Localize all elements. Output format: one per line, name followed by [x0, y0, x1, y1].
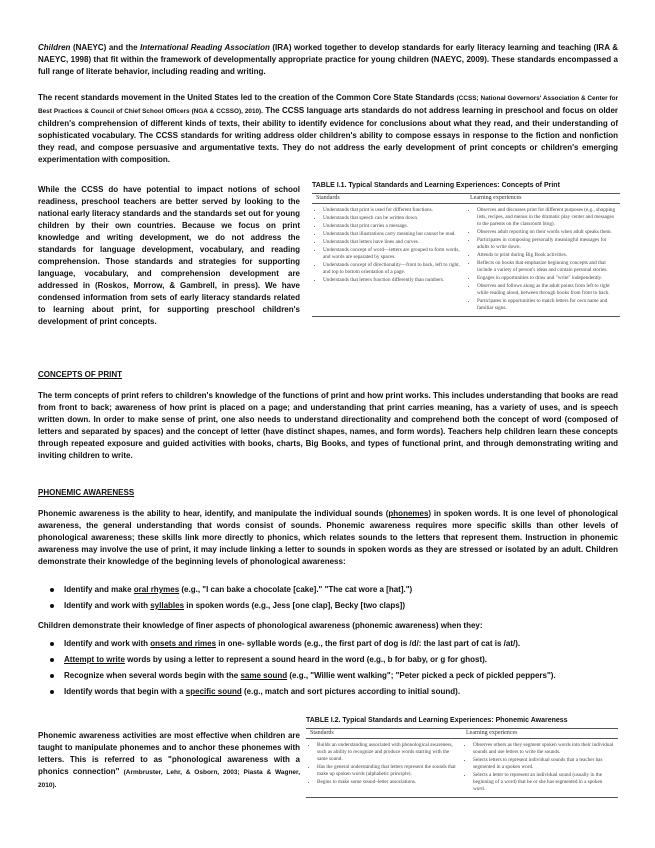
bullet-text: Identify and work with	[64, 639, 151, 648]
bullet-text: Identify and make	[64, 585, 134, 594]
table2-standards-item: • Begins to make some sound–letter associations.	[317, 779, 458, 786]
bullet-text: (e.g., "Willie went walking"; "Peter picked a peck of pickled peppers").	[287, 671, 556, 680]
table2-standards-item: • Builds an understanding associated with phonological awareness, such as ability to recognize and produce words starting with the same sound.	[317, 742, 458, 763]
bullet-underlined-term: onsets and rimes	[150, 639, 217, 648]
bullet-list-phonological	[44, 584, 614, 616]
table1-experiences-item: • Observes adult reporting on their words when adult speaks them.	[477, 229, 616, 236]
paragraph-standards-intro	[38, 42, 618, 78]
text-span: Phonemic awareness is the ability to hear, identify, and manipulate the individual sounds (	[38, 509, 389, 518]
table1-standards-item: • Understands that print is used for different functions.	[323, 207, 462, 214]
table-2-experiences-cell	[462, 739, 618, 798]
paragraph-phonemic-awareness	[38, 508, 618, 568]
bullet-text: in spoken words (e.g., Jess [one clap], Becky [two claps])	[184, 601, 405, 610]
table-2-experiences-list	[466, 742, 614, 793]
paragraph-phonics-connection	[38, 730, 300, 792]
italic-text: International Reading Association	[140, 43, 270, 52]
table-2-header-experiences: Learning experiences	[462, 729, 618, 739]
paragraph-ccss	[38, 92, 618, 166]
bullet-text: words by using a letter to represent a sound heard in the word (e.g., b for baby, or g for ghost).	[124, 655, 487, 664]
table-2-standards-cell	[306, 739, 462, 798]
bullet-item	[44, 686, 614, 698]
bullet-item	[44, 654, 614, 666]
table-2-standards-list	[310, 742, 458, 786]
bullet-text: Recognize when several words begin with the	[64, 671, 241, 680]
bullet-item	[44, 670, 614, 682]
table1-standards-item: • Understands that letters have lines and curves.	[323, 239, 462, 246]
table2-experiences-item: • Selects letters to represent individual sounds that a teacher has segmented in a spoken word.	[473, 757, 614, 771]
bullet-text: (e.g., "I can bake a chocolate [cake]." "The cat wore a [hat].")	[179, 585, 413, 594]
table-1-title: TABLE I.1. Typical Standards and Learning Experiences: Concepts of Print	[312, 182, 560, 189]
table-2	[306, 728, 618, 798]
bullet-text: (e.g., match and sort pictures according to initial sound).	[241, 687, 461, 696]
text-span: The CCSS language arts standards do not address learning in preschool and focus on older children's comprehension of different kinds of texts, their ability to identify evidence for conclusions about what they read, and their understanding of sophisticated vocabulary. The CCSS standards for writing address older children's ability to compose essays in response to the fiction and nonfiction they read, and compose persuasive and argumentative texts. They do not address the early development of print concepts or children's emerging experimentation with composition.	[38, 106, 619, 164]
table-2-title: TABLE I.2. Typical Standards and Learning Experiences: Phonemic Awareness	[306, 717, 568, 724]
bullet-underlined-term: specific sound	[185, 687, 242, 696]
italic-text: Children	[38, 43, 71, 52]
table-1-experiences-cell	[466, 204, 620, 317]
paragraph-ccss-readiness: While the CCSS do have potential to impact notions of school readiness, preschool teachers are better served by looking to the national early literacy standards and the standards set out for young children by their own countries. Because we focus on print knowledge and writing development, we do not address the standards for language development, vocabulary, and reading comprehension. Those standards and strategies for supporting language, vocabulary, and comprehension development are addressed in (Roskos, Morrow, & Gambrell, in press). We have condensed information from sets of early literacy standards related to learning about print, for supporting preschool children's development of print concepts.	[38, 185, 300, 326]
table-1	[312, 193, 620, 317]
table2-standards-item: • Has the general understanding that letters represent the sounds that make up spoken words (alphabetic principle).	[317, 764, 458, 778]
table2-experiences-item: • Selects a letter to represent an individual sound (usually in the beginning of a word) that he or she has segmented in a spoken word.	[473, 772, 614, 793]
bullet-item	[44, 638, 614, 650]
heading-phonemic-awareness: PHONEMIC AWARENESS	[38, 488, 135, 497]
table1-experiences-item: • Participates in composing personally meaningful messages for adults to write down.	[477, 237, 616, 251]
text-span: (NAEYC) and the	[70, 43, 141, 52]
bullet-text: in one- syllable words (e.g., the first part of dog is /d/: the last part of cat is /at/).	[216, 639, 521, 648]
paragraph-concepts-of-print: The term concepts of print refers to children's knowledge of the functions of print and how print works. This includes understanding that books are read from front to back; awareness of how print is placed on a page; and understanding that print carries meaning, has a variety of uses, and is speech written down. In order to make sense of print, one also needs to understand directionality and comprehend both the concept of word (composed of letters and separated by spaces) and the concept of letter (have distinct shapes, names, and form words). Teachers help children learn these concepts through repeated exposure and guided activities with books, charts, Big Books, and types of functional print, and through demonstrating writing and inviting children to write.	[38, 391, 618, 460]
table-1-standards-cell	[312, 204, 466, 317]
table1-standards-item: • Understands that illustrations carry meaning but cannot be read.	[323, 231, 462, 238]
bullet-underlined-term: same sound	[240, 671, 288, 680]
table1-experiences-item: • Observes and discusses print for different purposes (e.g., shopping lists, recipes, and menus in the dramatic play center and messages to the parents on the classroom blog).	[477, 207, 616, 228]
table1-experiences-item: • Engages in opportunities to draw and "write" independently.	[477, 275, 616, 282]
table1-standards-item: • Understands that speech can be written down.	[323, 215, 462, 222]
text-span: Phonemic awareness activities are most effective when children are taught to manipulate phonemes and to anchor these phonemes with letters. This is referred to as "phonological awareness with a phonics connection"	[38, 731, 300, 776]
table1-standards-item: • Understands that print carries a message.	[323, 223, 462, 230]
table1-experiences-item: • Reflects on books that emphasize beginning concepts and that include a variety of person's ideas and contain personal stories.	[477, 260, 616, 274]
bullet-underlined-term: oral rhymes	[133, 585, 180, 594]
table1-standards-item: • Understands concept of directionality—front to back, left to right, and top to bottom orientation of a page.	[323, 262, 462, 276]
underlined-term: phonemes	[388, 509, 429, 518]
citation-text: (CCSS; National Governors' Association & Center for Best Practices & Council of Chief School Officers (NGA & CCSSO), 2010).	[38, 95, 618, 115]
bullet-item	[44, 584, 614, 596]
text-span: (IRA) worked together to develop standards for early literacy learning and teaching (IRA & NAEYC, 1998) that fit within the framework of developmentally appropriate practice for young children (NAEYC, 2009). These standards encompassed a full range of literate behavior, including reading and writing.	[38, 43, 618, 76]
bullet-underlined-term: Attempt to write	[64, 655, 125, 664]
table1-experiences-item: • Attends to print during Big Book activities.	[477, 252, 616, 259]
table1-standards-item: • Understands that letters function differently than numbers.	[323, 277, 462, 284]
paragraph-finer-aspects: Children demonstrate their knowledge of finer aspects of phonological awareness (phonemic awareness) when they:	[38, 621, 483, 630]
table-1-standards-list	[316, 207, 462, 284]
table-1-header-standards: Standards	[312, 194, 466, 204]
bullet-list-phonemic	[44, 638, 614, 702]
bullet-text: Identify words that begin with a	[64, 687, 186, 696]
table1-standards-item: • Understands concept of word—letters are grouped to form words, and words are separated by spaces.	[323, 247, 462, 261]
citation-text: (Armbruster, Lehr, & Osborn, 2003; Piasta & Wagner, 2010).	[38, 769, 301, 789]
table-1-experiences-list	[470, 207, 616, 312]
table-1-header-experiences: Learning experiences	[466, 194, 620, 204]
table1-experiences-item: • Observes and follows along as the adult points from left to right while reading aloud, between through books from front to back.	[477, 283, 616, 297]
table1-experiences-item: • Participates in opportunities to match letters for own name and familiar signs.	[477, 298, 616, 312]
bullet-item	[44, 600, 614, 612]
bullet-text: Identify and work with	[64, 601, 151, 610]
heading-concepts-of-print: CONCEPTS OF PRINT	[38, 370, 123, 379]
text-span: The recent standards movement in the United States led to the creation of the Common Core State Standards	[38, 93, 457, 102]
table2-experiences-item: • Observes others as they segment spoken words into their individual sounds and use letters to write the sounds.	[473, 742, 614, 756]
bullet-underlined-term: syllables	[150, 601, 185, 610]
text-span: ) in spoken words. It is one level of phonological awareness, the general understanding that words consist of sounds. Phonemic awareness requires more specific skills than other levels of phonological awareness; these skills link more directly to phonics, which relates sounds to the letters that represent them. Instruction in phonemic awareness may involve the use of print, it may include linking a letter to sounds in spoken words as they are stressed or isolated by an adult. Children demonstrate their knowledge of the beginning levels of phonological awareness:	[38, 509, 618, 566]
table-2-header-standards: Standards	[306, 729, 462, 739]
